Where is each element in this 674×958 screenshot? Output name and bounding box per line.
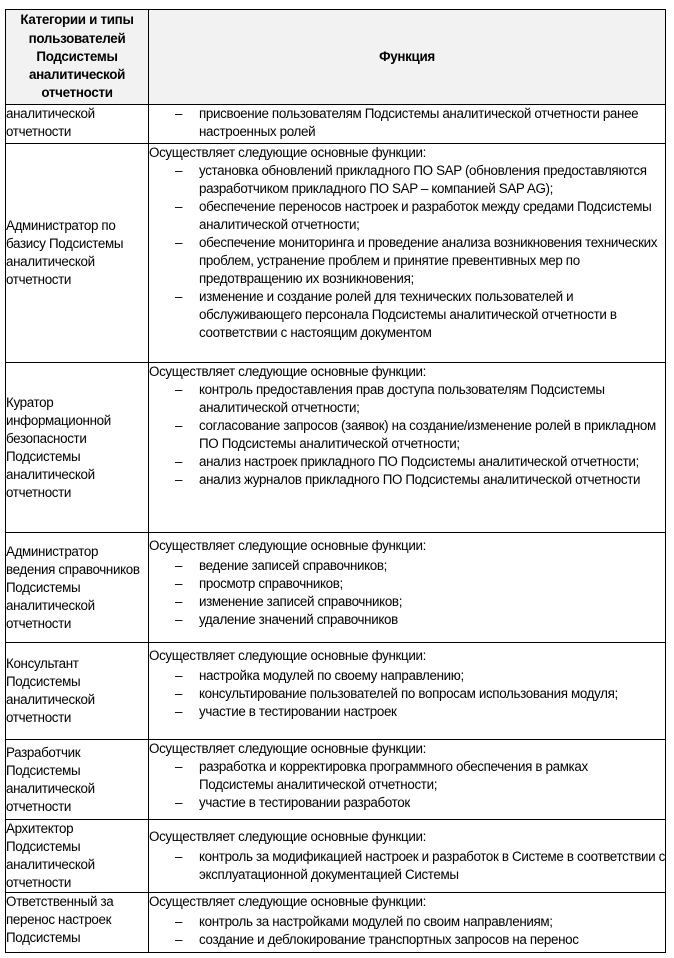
row-function [149,820,666,893]
dash-bullet-icon: – [175,418,183,433]
row-function [149,533,666,643]
row-category: Консультант Подсистемы аналитической отчетности [6,643,149,740]
function-item: – изменение и создание ролей для технических пользователей и обслуживающего персонала Подсистемы аналитической отчетности в соответствии с настоящим документом [175,289,617,340]
dash-bullet-icon: – [175,289,183,304]
function-item: – установка обновлений прикладного ПО SAP (обновления предоставляются разработчиком прикладного ПО SAP – компанией SAP AG); [175,163,647,196]
row-function [149,893,666,953]
row-category: Разработчик Подсистемы аналитической отчетности [6,740,149,820]
function-item: – согласование запросов (заявок) на создание/изменение ролей в прикладном ПО Подсистемы аналитической отчетности; [175,418,656,451]
table-row [6,144,666,363]
function-item: – контроль за модификацией настроек и разработок в Системе в соответствии с эксплуатационной документацией Системы [175,849,665,882]
dash-bullet-icon: – [175,163,183,178]
row-function [149,740,666,820]
row-category: Администратор ведения справочников Подсистемы аналитической отчетности [6,533,149,643]
function-item: – обеспечение мониторинга и проведение анализа возникновения технических проблем, устранение проблем и принятие превентивных мер по предотвращению их возникновения; [175,235,658,286]
function-list [149,913,665,949]
header-function: Функция [149,10,666,105]
function-list [149,105,665,141]
function-item: – присвоение пользователям Подсистемы аналитической отчетности ранее настроенных ролей [175,106,639,139]
dash-bullet-icon: – [175,759,183,774]
table-row [6,533,666,643]
table-row [6,820,666,893]
dash-bullet-icon: – [175,686,183,701]
function-list [149,381,665,489]
function-list [149,667,665,721]
function-intro: Осуществляет следующие основные функции: [149,829,427,844]
function-list [149,848,665,884]
function-item: – настройка модулей по своему направлению; [175,668,464,683]
row-function [149,105,666,144]
dash-bullet-icon: – [175,612,183,627]
function-item: – обеспечение переносов настроек и разработок между средами Подсистемы аналитической отчетности; [175,199,652,232]
function-item: – анализ настроек прикладного ПО Подсистемы аналитической отчетности; [175,454,639,469]
dash-bullet-icon: – [175,235,183,250]
dash-bullet-icon: – [175,594,183,609]
dash-bullet-icon: – [175,849,183,864]
row-category: Ответственный за перенос настроек Подсистемы [6,893,149,953]
dash-bullet-icon: – [175,914,183,929]
function-item: – контроль предоставления прав доступа пользователям Подсистемы аналитической отчетности; [175,382,605,415]
dash-bullet-icon: – [175,199,183,214]
function-intro: Осуществляет следующие основные функции: [149,538,427,553]
row-category: аналитической отчетности [6,105,149,144]
dash-bullet-icon: – [175,454,183,469]
function-intro: Осуществляет следующие основные функции: [149,364,427,379]
row-category: Архитектор Подсистемы аналитической отчетности [6,820,149,893]
dash-bullet-icon: – [175,932,183,947]
function-list [149,758,665,812]
function-item: – разработка и корректировка программного обеспечения в рамках Подсистемы аналитической отчетности; [175,759,588,792]
dash-bullet-icon: – [175,472,183,487]
row-function [149,144,666,363]
function-intro: Осуществляет следующие основные функции: [149,145,427,160]
function-list [149,557,665,629]
row-function [149,643,666,740]
function-item: – консультирование пользователей по вопросам использования модуля; [175,686,618,701]
row-category: Куратор информационной безопасности Подсистемы аналитической отчетности [6,363,149,533]
header-category: Категории и типы пользователей Подсистемы аналитической отчетности [6,10,149,105]
table-row [6,105,666,144]
table-row [6,893,666,953]
dash-bullet-icon: – [175,795,183,810]
row-category: Администратор по базису Подсистемы аналитической отчетности [6,144,149,363]
table-row [6,363,666,533]
dash-bullet-icon: – [175,382,183,397]
dash-bullet-icon: – [175,106,183,121]
dash-bullet-icon: – [175,576,183,591]
function-intro: Осуществляет следующие основные функции: [149,894,427,909]
dash-bullet-icon: – [175,558,183,573]
dash-bullet-icon: – [175,704,183,719]
function-item: – ведение записей справочников; [175,558,388,573]
function-item: – контроль за настройками модулей по своим направлениям; [175,914,553,929]
table-header-row [6,10,666,105]
function-list [149,162,665,342]
row-function [149,363,666,533]
function-item: – просмотр справочников; [175,576,343,591]
table-row [6,740,666,820]
user-roles-table [5,9,666,953]
function-intro: Осуществляет следующие основные функции: [149,741,427,756]
function-item: – участие в тестировании настроек [175,704,397,719]
function-item: – удаление значений справочников [175,612,398,627]
table-row [6,643,666,740]
dash-bullet-icon: – [175,668,183,683]
function-item: – участие в тестировании разработок [175,795,410,810]
function-item: – создание и деблокирование транспортных запросов на перенос [175,932,579,947]
function-item: – анализ журналов прикладного ПО Подсистемы аналитической отчетности [175,472,641,487]
function-intro: Осуществляет следующие основные функции: [149,648,427,663]
function-item: – изменение записей справочников; [175,594,403,609]
